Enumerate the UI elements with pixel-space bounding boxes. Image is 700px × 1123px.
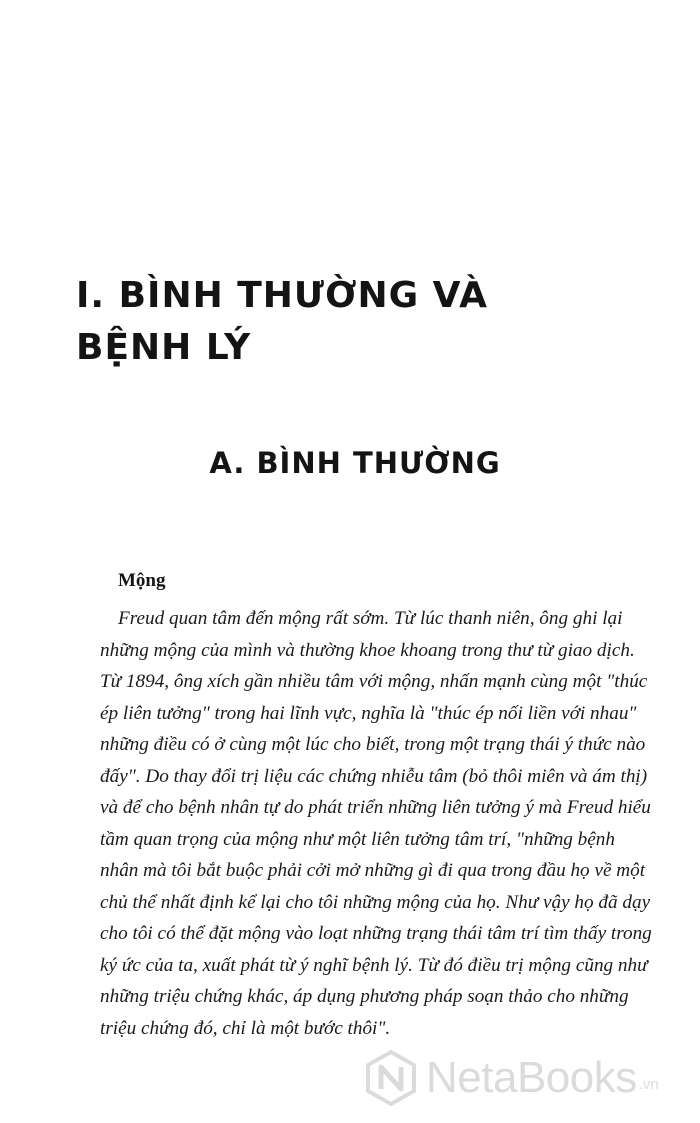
body-line: đấy". Do thay đổi trị liệu các chứng nhiễu tâm (bỏ thôi miên và ám thị) — [100, 765, 648, 787]
chapter-title — [76, 270, 676, 374]
body-line: ép liên tưởng" trong hai lĩnh vực, nghĩa là "thúc ép nối liền với nhau" — [100, 702, 637, 724]
body-line: Từ 1894, ông xích gần nhiều tâm với mộng, nhấn mạnh cùng một "thúc — [100, 671, 648, 692]
chapter-title-line-2: BỆNH LÝ — [76, 327, 252, 368]
body-line: cho tôi có thể đặt mộng vào loạt những trạng thái tâm trí tìm thấy trong — [100, 923, 652, 944]
subsection-heading: Mộng — [118, 570, 166, 591]
body-line: triệu chứng đó, chỉ là một bước thôi". — [100, 1017, 391, 1039]
body-line: những triệu chứng khác, áp dụng phương pháp soạn thảo cho những — [100, 986, 629, 1007]
netabooks-logo-icon — [362, 1049, 420, 1107]
body-line: nhân mà tôi bắt buộc phải cởi mở những gì đi qua trong đầu họ về một — [100, 860, 646, 881]
body-line: Freud quan tâm đến mộng rất sớm. Từ lúc thanh niên, ông ghi lại — [118, 608, 623, 629]
body-line: chủ thể nhất định kể lại cho tôi những mộng của họ. Như vậy họ đã dạy — [100, 891, 651, 913]
body-line: tầm quan trọng của mộng như một liên tưởng tâm trí, "những bệnh — [100, 828, 615, 850]
chapter-title-line-1: I. BÌNH THƯỜNG VÀ — [76, 275, 488, 316]
section-title: A. BÌNH THƯỜNG — [209, 446, 501, 480]
body-line: những điều có ở cùng một lúc cho biết, trong một trạng thái ý thức nào — [100, 734, 646, 755]
watermark-brand: NetaBooks — [426, 1053, 637, 1102]
body-line: những mộng của mình và thường khoe khoang trong thư từ giao dịch. — [100, 639, 635, 661]
watermark-suffix: .vn — [638, 1076, 659, 1093]
watermark — [362, 1047, 692, 1109]
body-paragraph — [100, 603, 670, 1044]
body-line: ký ức của ta, xuất phát từ ý nghĩ bệnh lý. Từ đó điều trị mộng cũng như — [100, 954, 648, 976]
body-line: và để cho bệnh nhân tự do phát triển những liên tưởng ý mà Freud hiểu — [100, 797, 651, 818]
